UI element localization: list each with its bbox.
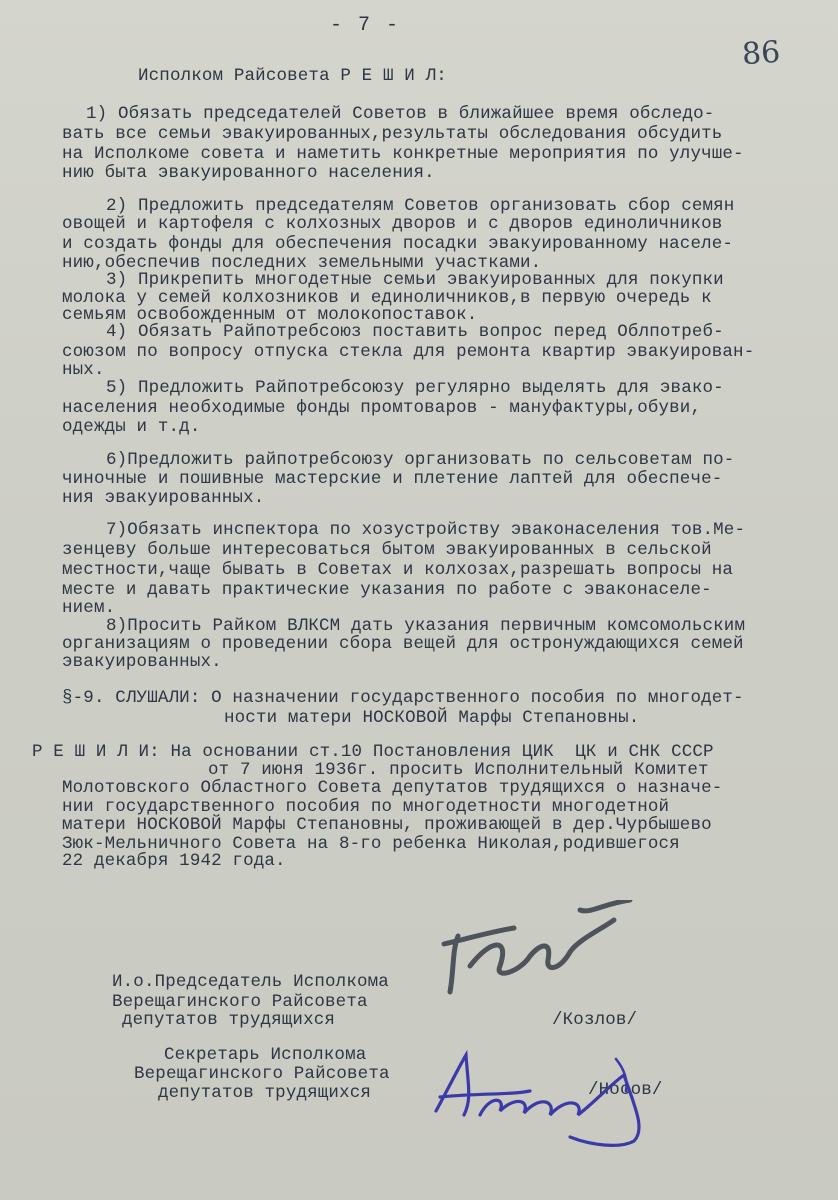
text-line: Зюк-Мельничного Совета на 8-го ребенка Николая,родившегося — [62, 834, 680, 854]
text-line: матери НОСКОВОЙ Марфы Степановны, проживающей в дер.Чурбышево — [62, 815, 712, 835]
text-line: организациям о проведении сбора вещей для остронуждающихся семей — [62, 634, 744, 654]
signatory-title: И.о.Председатель Исполкома — [112, 972, 389, 992]
text-line: союзом по вопросу отпуска стекла для ремонта квартир эвакуирован- — [62, 342, 755, 362]
text-line: 8)Просить Райком ВЛКСМ дать указания первичным комсомольским — [106, 616, 746, 636]
text-line: 6)Предложить райпотребсоюзу организовать по сельсоветам по- — [106, 450, 735, 470]
text-line: на Исполкоме совета и наметить конкретные мероприятия по улучше- — [62, 144, 744, 164]
text-line: Молотовского Областного Совета депутатов трудящихся о назначе- — [62, 778, 723, 798]
signatory-title: депутатов трудящихся — [158, 1083, 372, 1103]
text-line: зенцеву больше интересоваться бытом эвакуированных в сельской — [62, 540, 712, 560]
text-line: 2) Предложить председателям Советов организовать сбор семян — [106, 196, 735, 216]
text-line: 3) Прикрепить многодетные семьи эвакуированных для покупки — [106, 270, 724, 290]
decision-heading: Исполком Райсовета Р Е Ш И Л: — [138, 66, 447, 86]
signatory-name: /Носов/ — [588, 1080, 663, 1100]
signatory-name: /Козлов/ — [552, 1010, 638, 1030]
text-line: местности,чаще бывать в Советах и колхозах,разрешать вопросы на — [62, 560, 734, 580]
text-line: ния эвакуированных. — [62, 488, 265, 508]
section-decided: Р Е Ш И Л И: На основании ст.10 Постановления ЦИК ЦК и СНК СССР — [32, 742, 714, 762]
text-line: вать все семьи эвакуированных,результаты обследования обсудить — [62, 124, 723, 144]
page-number: - 7 - — [330, 14, 401, 37]
text-line: нии государственного пособия по многодетности многодетной — [62, 797, 670, 817]
text-line: нию быта эвакуированного населения. — [62, 163, 435, 183]
text-line: эвакуированных. — [62, 652, 222, 672]
text-line: 7)Обязать инспектора по хозустройству эваконаселения тов.Ме- — [106, 520, 746, 540]
text-line: 1) Обязать председателей Советов в ближайшее время обследо- — [86, 104, 715, 124]
text-line: семьям освобожденным от молокопоставок. — [62, 305, 478, 325]
text-line: нием. — [62, 598, 116, 618]
text-line: чиночные и пошивные мастерские и плетение лаптей для обеспече- — [62, 469, 723, 489]
text-line: ных. — [62, 360, 105, 380]
text-line: молока у семей колхозников и единоличников,в первую очередь к — [62, 288, 712, 308]
signatory-title: Секретарь Исполкома — [164, 1045, 367, 1065]
signature-kozlov — [430, 900, 650, 1010]
signatory-title: Верещагинского Райсовета — [134, 1064, 390, 1084]
archive-number: 86 — [740, 34, 782, 73]
signatory-title: Верещагинского Райсовета — [112, 992, 368, 1012]
text-line: 5) Предложить Райпотребсоюзу регулярно выделять для эвако- — [106, 378, 724, 398]
text-line: овощей и картофеля с колхозных дворов и с дворов единоличников — [62, 214, 723, 234]
text-line: нию,обеспечив последних земельными участками. — [62, 253, 542, 273]
text-line: 4) Обязать Райпотребсоюз поставить вопрос перед Облпотреб- — [106, 322, 724, 342]
text-line: населения необходимые фонды промтоваров - мануфактуры,обуви, — [62, 398, 702, 418]
signature-nosov — [420, 1045, 660, 1155]
text-line: месте и давать практические указания по работе с эваконаселе- — [62, 580, 712, 600]
text-line: ности матери НОСКОВОЙ Марфы Степановны. — [224, 708, 640, 728]
text-line: 22 декабря 1942 года. — [62, 851, 286, 871]
section-heard: §-9. СЛУШАЛИ: О назначении государственного пособия по многодет- — [62, 688, 744, 708]
text-line: и создать фонды для обеспечения посадки эвакуированному населе- — [62, 234, 734, 254]
text-line: одежды и т.д. — [62, 417, 201, 437]
text-line: от 7 июня 1936г. просить Исполнительный Комитет — [208, 760, 709, 780]
signatory-title: депутатов трудящихся — [122, 1010, 336, 1030]
